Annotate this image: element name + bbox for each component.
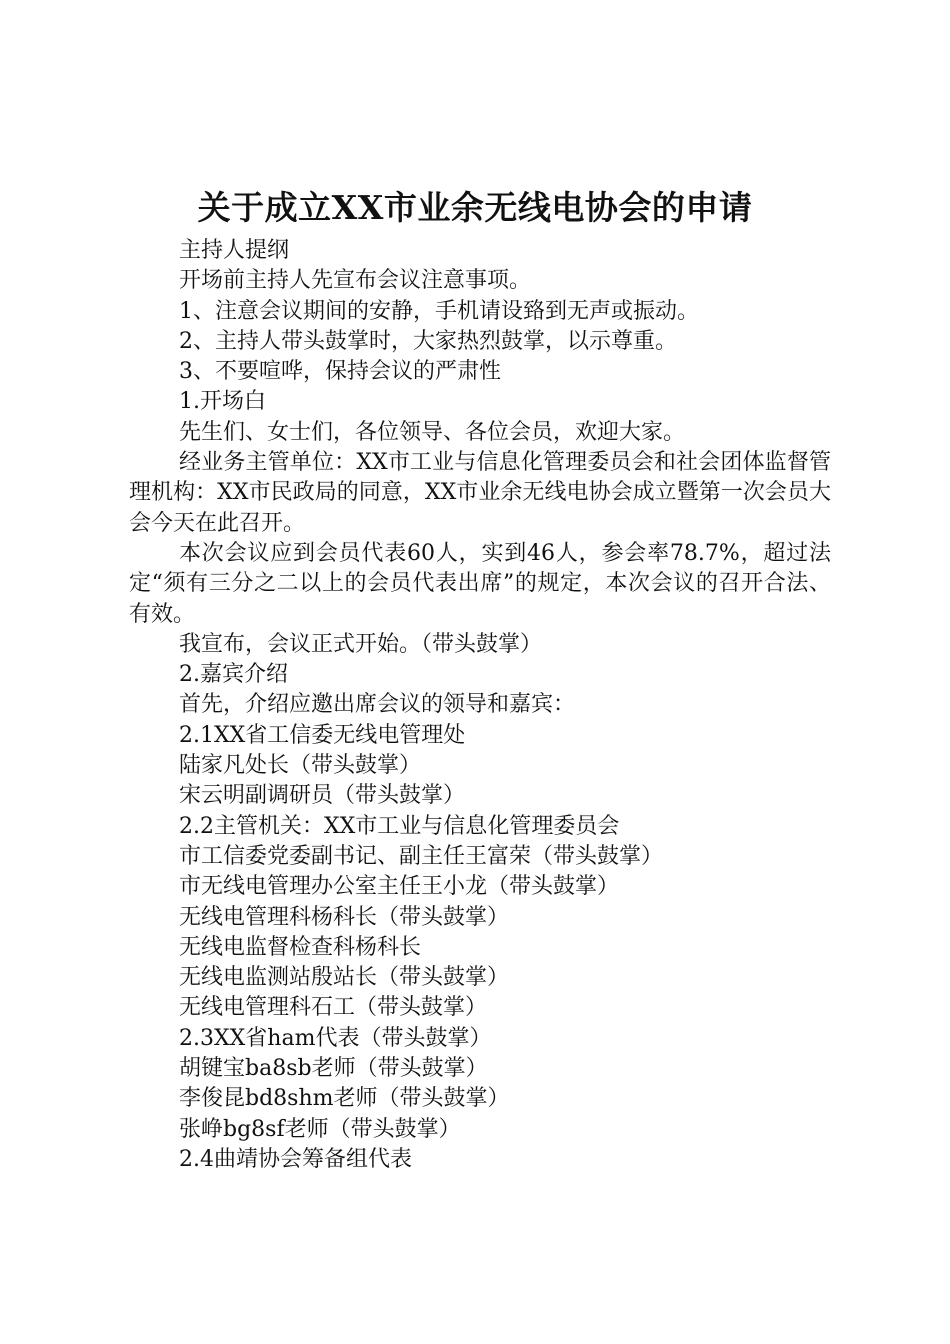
- list-item: 陆家凡处长（带头鼓掌）: [179, 753, 422, 779]
- paragraph: 3、不要喧哗，保持会议的严肃性: [179, 359, 501, 385]
- list-item: 市无线电管理办公室主任王小龙（带头鼓掌）: [179, 874, 620, 900]
- paragraph: 主持人提纲: [179, 238, 290, 263]
- list-item: 宋云明副调研员（带头鼓掌）: [179, 783, 466, 809]
- list-item: 2.3XX省ham代表（带头鼓掌）: [179, 1025, 492, 1051]
- list-item: 无线电管理科石工（带头鼓掌）: [179, 995, 488, 1021]
- list-item: 市工信委党委副书记、副主任王富荣（带头鼓掌）: [179, 843, 664, 869]
- document-body: [129, 236, 831, 1175]
- list-item: 无线电管理科杨科长（带头鼓掌）: [179, 904, 510, 930]
- paragraph: 开场前主持人先宣布会议注意事项。: [179, 268, 532, 294]
- list-item: 2.4曲靖协会筹备组代表: [179, 1146, 412, 1172]
- paragraph: 2、主持人带头鼓掌时，大家热烈鼓掌，以示尊重。: [179, 328, 677, 354]
- paragraph: 先生们、女士们，各位领导、各位会员，欢迎大家。: [179, 419, 686, 445]
- list-item: 张峥bg8sf老师（带头鼓掌）: [179, 1116, 461, 1142]
- section-heading: 1.开场白: [179, 389, 266, 415]
- list-item: 无线电监测站殷站长（带头鼓掌）: [179, 965, 510, 991]
- paragraph: 经业务主管单位：XX市工业与信息化管理委员会和社会团体监督管理机构：XX市民政局的同意，XX市业余无线电协会成立暨第一次会员大会今天在此召开。: [129, 450, 831, 536]
- paragraph: 1、注意会议期间的安静，手机请设臵到无声或振动。: [179, 298, 699, 324]
- list-item: 无线电监督检查科杨科长: [179, 934, 422, 960]
- paragraph: 我宣布，会议正式开始。（带头鼓掌）: [179, 631, 543, 657]
- list-item: 2.2主管机关：XX市工业与信息化管理委员会: [179, 813, 620, 839]
- section-heading: 2.嘉宾介绍: [179, 662, 288, 688]
- list-item: 2.1XX省工信委无线电管理处: [179, 722, 466, 748]
- list-item: 李俊昆bd8shm老师（带头鼓掌）: [179, 1086, 510, 1112]
- document-title: 关于成立XX市业余无线电协会的申请: [197, 188, 753, 227]
- list-item: 胡键宝ba8sb老师（带头鼓掌）: [179, 1056, 488, 1082]
- paragraph: 本次会议应到会员代表60人，实到46人，参会率78.7%，超过法定“须有三分之二以上的会员代表出席”的规定，本次会议的召开合法、有效。: [129, 540, 831, 627]
- paragraph: 首先，介绍应邀出席会议的领导和嘉宾：: [179, 692, 576, 718]
